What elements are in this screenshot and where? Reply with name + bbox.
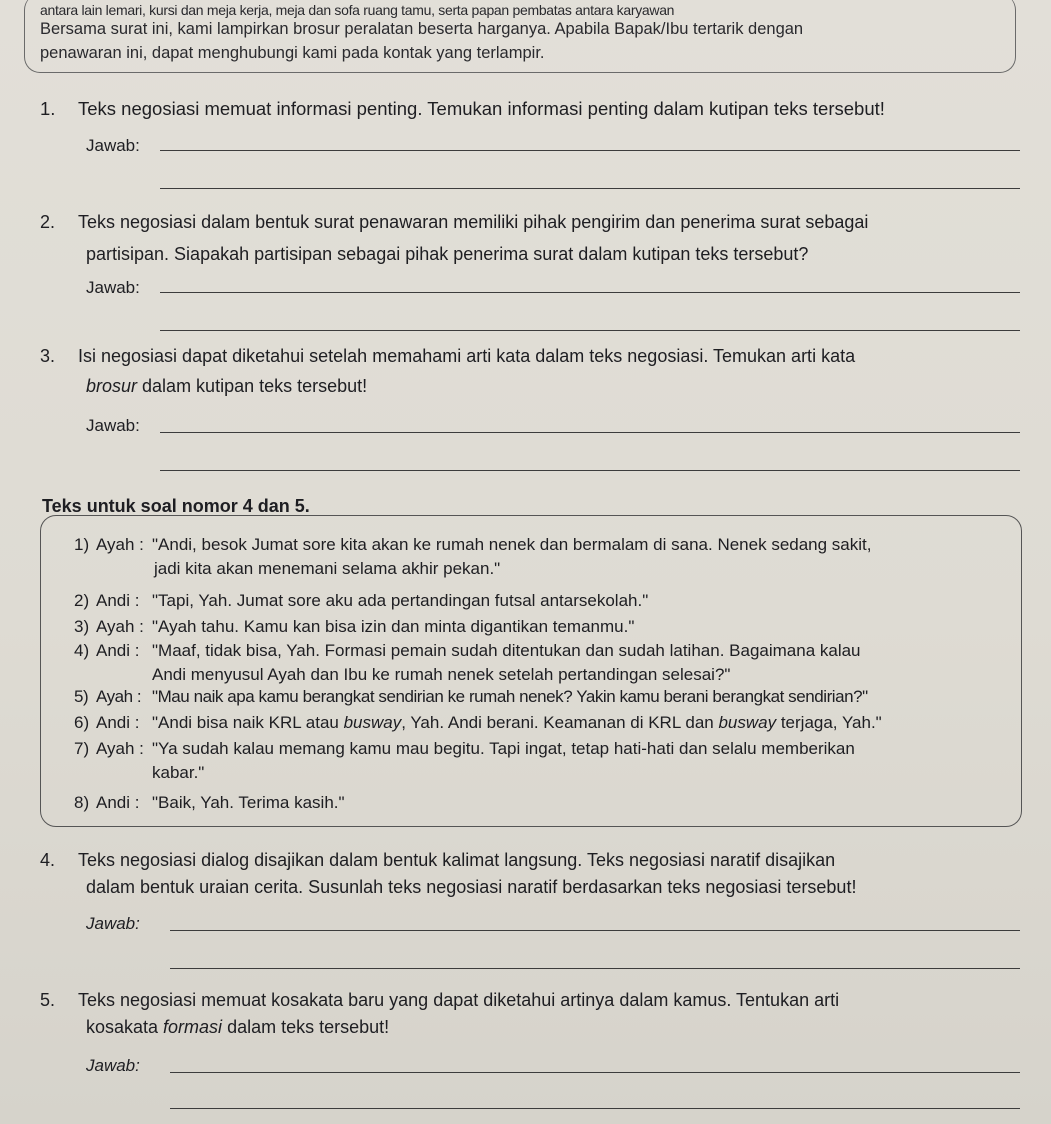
answer-line[interactable] — [160, 470, 1020, 471]
question-5 — [40, 988, 1030, 1040]
section-title: Teks untuk soal nomor 4 dan 5. — [42, 496, 310, 516]
dialog-line-1 — [74, 534, 1019, 580]
dialog-text: "Ayah tahu. Kamu kan bisa izin dan minta digantikan temanmu." — [152, 617, 635, 636]
question-text: Isi negosiasi dapat diketahui setelah memahami arti kata dalam teks negosiasi. Temukan arti kata — [78, 346, 856, 366]
dialog-text: kabar." — [152, 763, 205, 782]
question-text: Teks negosiasi dialog disajikan dalam bentuk kalimat langsung. Teks negosiasi naratif disajikan — [78, 850, 836, 870]
question-number: 3. — [40, 346, 56, 366]
question-text: kosakata — [86, 1017, 164, 1037]
question-3 — [40, 344, 1030, 399]
dialog-speaker: Ayah : — [96, 535, 144, 554]
dialog-index: 4) — [74, 641, 90, 660]
question-4 — [40, 848, 1030, 900]
dialog-index: 1) — [74, 535, 90, 554]
dialog-line-8 — [74, 792, 1019, 814]
dialog-text: Andi menyusul Ayah dan Ibu ke rumah nenek setelah pertandingan selesai?" — [152, 665, 731, 684]
intro-line-1: antara lain lemari, kursi dan meja kerja, meja dan sofa ruang tamu, serta papan pembatas antara karyawan — [40, 2, 675, 18]
answer-label-1: Jawab: — [86, 136, 140, 155]
dialog-speaker: Ayah : — [96, 739, 144, 758]
answer-label-5: Jawab: — [86, 1056, 140, 1075]
dialog-text: "Andi, besok Jumat sore kita akan ke rumah nenek dan bermalam di sana. Nenek sedang sakit, — [152, 535, 872, 554]
dialog-text: "Tapi, Yah. Jumat sore aku ada pertandingan futsal antarsekolah." — [152, 591, 649, 610]
dialog-text: , Yah. Andi berani. Keamanan di KRL dan — [401, 713, 719, 732]
dialog-speaker: Ayah : — [96, 617, 144, 636]
dialog-text: "Ya sudah kalau memang kamu mau begitu. Tapi ingat, tetap hati-hati dan selalu memberikan — [152, 739, 855, 758]
dialog-index: 6) — [74, 713, 90, 732]
question-text: Teks negosiasi memuat kosakata baru yang dapat diketahui artinya dalam kamus. Tentukan arti — [78, 990, 840, 1010]
dialog-index: 2) — [74, 591, 90, 610]
question-number: 1. — [40, 98, 56, 119]
answer-label-2: Jawab: — [86, 278, 140, 297]
dialog-index: 8) — [74, 793, 90, 812]
question-text: dalam bentuk uraian cerita. Susunlah teks negosiasi naratif berdasarkan teks negosiasi tersebut! — [86, 877, 857, 897]
dialog-text: jadi kita akan menemani selama akhir pekan." — [154, 559, 501, 578]
dialog-speaker: Andi : — [96, 793, 140, 812]
dialog-line-5 — [74, 686, 1019, 708]
dialog-index: 7) — [74, 739, 90, 758]
dialog-line-4 — [74, 640, 1019, 686]
question-number: 2. — [40, 212, 56, 232]
answer-label-4: Jawab: — [86, 914, 140, 933]
question-2 — [40, 210, 1030, 267]
answer-line[interactable] — [160, 150, 1020, 151]
question-number: 4. — [40, 850, 56, 870]
question-text: partisipan. Siapakah partisipan sebagai pihak penerima surat dalam kutipan teks tersebut? — [86, 244, 809, 264]
dialog-text: "Maaf, tidak bisa, Yah. Formasi pemain sudah ditentukan dan sudah latihan. Bagaimana kalau — [152, 641, 861, 660]
answer-line[interactable] — [170, 1108, 1020, 1109]
dialog-speaker: Ayah : — [96, 687, 142, 706]
dialog-line-7 — [74, 738, 1019, 784]
answer-line[interactable] — [160, 330, 1020, 331]
dialog-speaker: Andi : — [96, 713, 140, 732]
italic-term: formasi — [163, 1017, 223, 1037]
italic-term: busway — [343, 713, 402, 732]
question-text: dalam teks tersebut! — [222, 1017, 390, 1037]
answer-line[interactable] — [160, 292, 1020, 293]
dialog-text: "Andi bisa naik KRL atau — [152, 713, 344, 732]
dialog-text: "Mau naik apa kamu berangkat sendirian ke rumah nenek? Yakin kamu berani berangkat sendirian?" — [152, 687, 868, 706]
answer-line[interactable] — [160, 432, 1020, 433]
intro-line-2: Bersama surat ini, kami lampirkan brosur peralatan beserta harganya. Apabila Bapak/Ibu tertarik dengan — [40, 20, 804, 38]
dialog-text: "Baik, Yah. Terima kasih." — [152, 793, 345, 812]
answer-line[interactable] — [170, 1072, 1020, 1073]
question-number: 5. — [40, 990, 56, 1010]
question-text: Teks negosiasi memuat informasi penting. Temukan informasi penting dalam kutipan teks tersebut! — [78, 98, 885, 119]
dialog-index: 3) — [74, 617, 90, 636]
intro-line-3: penawaran ini, dapat menghubungi kami pada kontak yang terlampir. — [40, 44, 545, 62]
question-1 — [40, 96, 1030, 121]
dialog-line-3 — [74, 616, 1019, 638]
dialog-line-2 — [74, 590, 1019, 612]
dialog-text: terjaga, Yah." — [776, 713, 882, 732]
question-text: Teks negosiasi dalam bentuk surat penawaran memiliki pihak pengirim dan penerima surat sebagai — [78, 212, 869, 232]
italic-term: busway — [718, 713, 777, 732]
answer-line[interactable] — [160, 188, 1020, 189]
dialog-line-6 — [74, 712, 1019, 734]
answer-line[interactable] — [170, 968, 1020, 969]
dialog-speaker: Andi : — [96, 591, 140, 610]
question-text: dalam kutipan teks tersebut! — [137, 376, 368, 396]
dialog-index: 5) — [74, 687, 89, 706]
answer-label-3: Jawab: — [86, 416, 140, 435]
answer-line[interactable] — [170, 930, 1020, 931]
dialog-speaker: Andi : — [96, 641, 140, 660]
italic-term: brosur — [86, 376, 138, 396]
